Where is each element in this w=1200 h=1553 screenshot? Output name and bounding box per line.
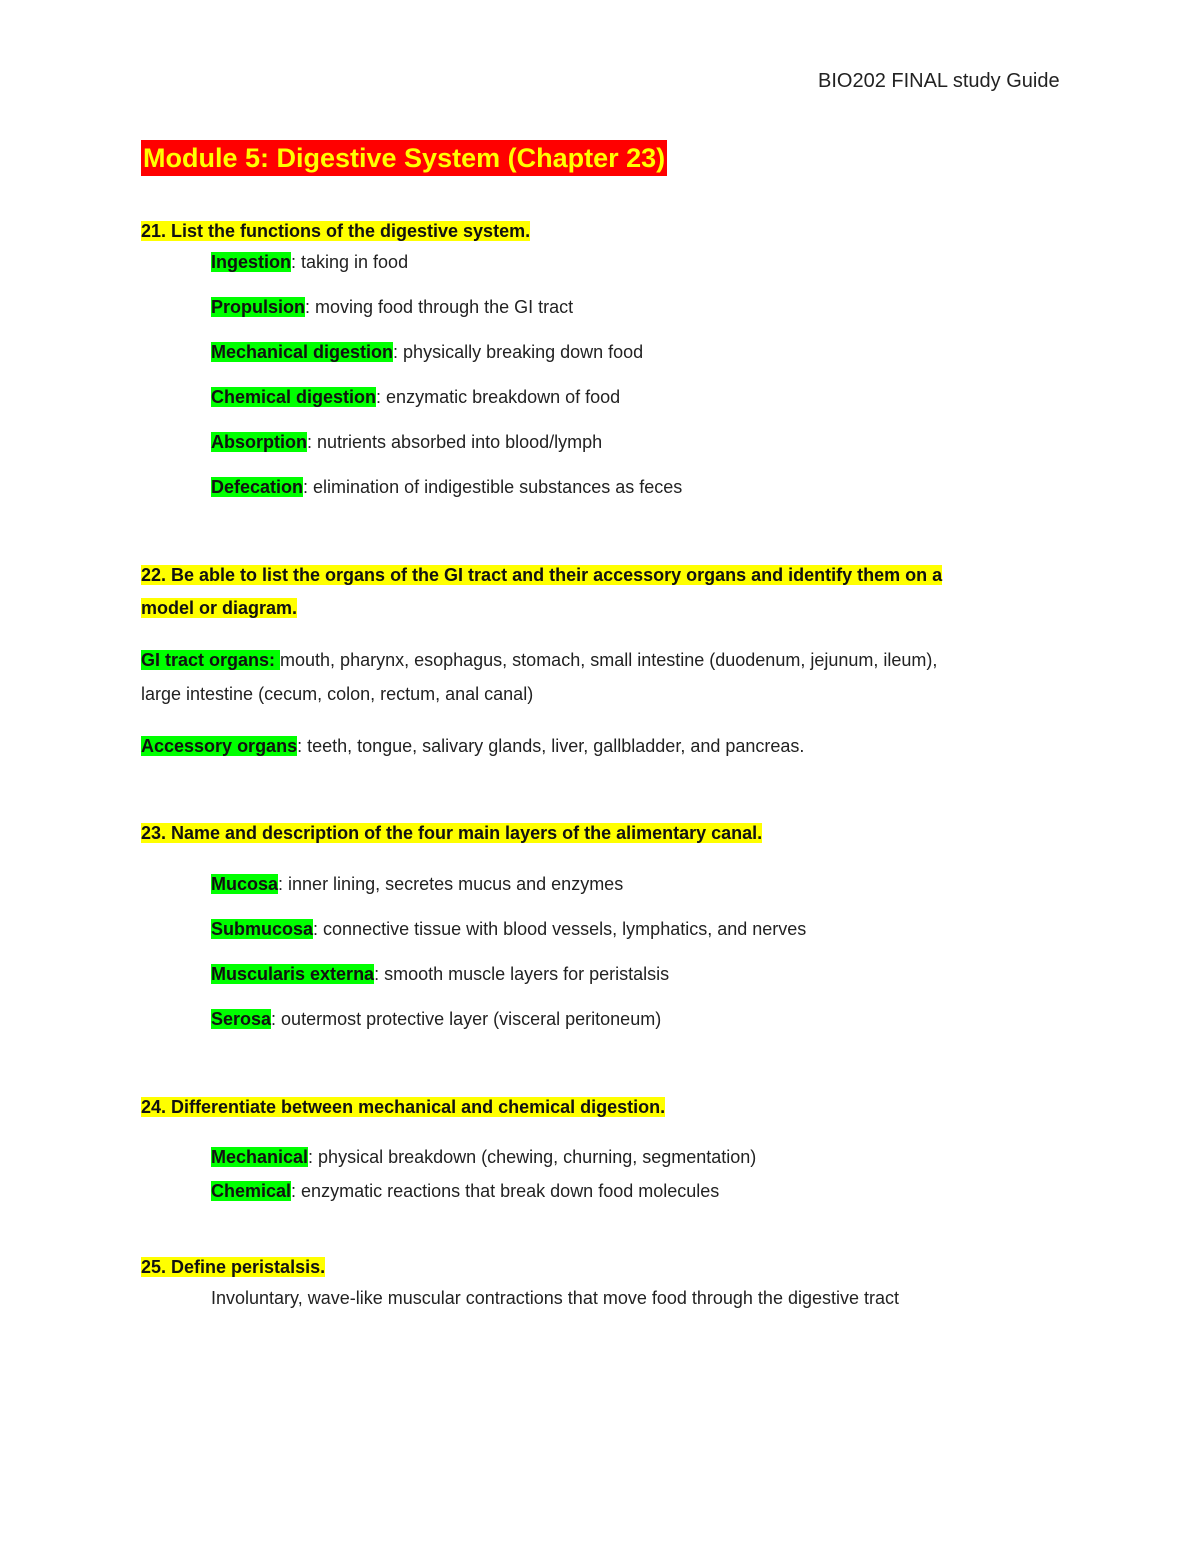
list-item: Serosa: outermost protective layer (visceral peritoneum) [211,1009,662,1029]
list-item: Ingestion: taking in food [211,252,409,272]
list-item: Muscularis externa: smooth muscle layers for peristalsis [211,964,670,984]
gi-tract-organs-continued: large intestine (cecum, colon, rectum, anal canal) [141,684,534,704]
accessory-organs: Accessory organs: teeth, tongue, salivary glands, liver, gallbladder, and pancreas. [141,736,805,756]
question-23: 23. Name and description of the four main layers of the alimentary canal. [141,823,763,843]
question-25: 25. Define peristalsis. [141,1257,326,1277]
list-item: Mechanical digestion: physically breaking down food [211,342,644,362]
list-item: Chemical: enzymatic reactions that break down food molecules [211,1181,720,1201]
page-header: BIO202 FINAL study Guide [818,70,1060,92]
list-item: Propulsion: moving food through the GI tract [211,297,574,317]
peristalsis-answer: Involuntary, wave-like muscular contractions that move food through the digestive tract [211,1288,900,1308]
question-21: 21. List the functions of the digestive system. [141,221,531,241]
list-item: Mucosa: inner lining, secretes mucus and enzymes [211,874,624,894]
module-title: Module 5: Digestive System (Chapter 23) [141,140,667,176]
list-item: Absorption: nutrients absorbed into blood/lymph [211,432,603,452]
list-item: Defecation: elimination of indigestible substances as feces [211,477,683,497]
list-item: Submucosa: connective tissue with blood vessels, lymphatics, and nerves [211,919,807,939]
gi-tract-organs: GI tract organs: mouth, pharynx, esophagus, stomach, small intestine (duodenum, jejunum, ileum), [141,650,938,670]
question-24: 24. Differentiate between mechanical and chemical digestion. [141,1097,666,1117]
list-item: Chemical digestion: enzymatic breakdown of food [211,387,621,407]
question-22-line-1: 22. Be able to list the organs of the GI tract and their accessory organs and identify them on a [141,565,943,585]
question-22-line-2: model or diagram. [141,598,298,618]
list-item: Mechanical: physical breakdown (chewing, churning, segmentation) [211,1147,757,1167]
